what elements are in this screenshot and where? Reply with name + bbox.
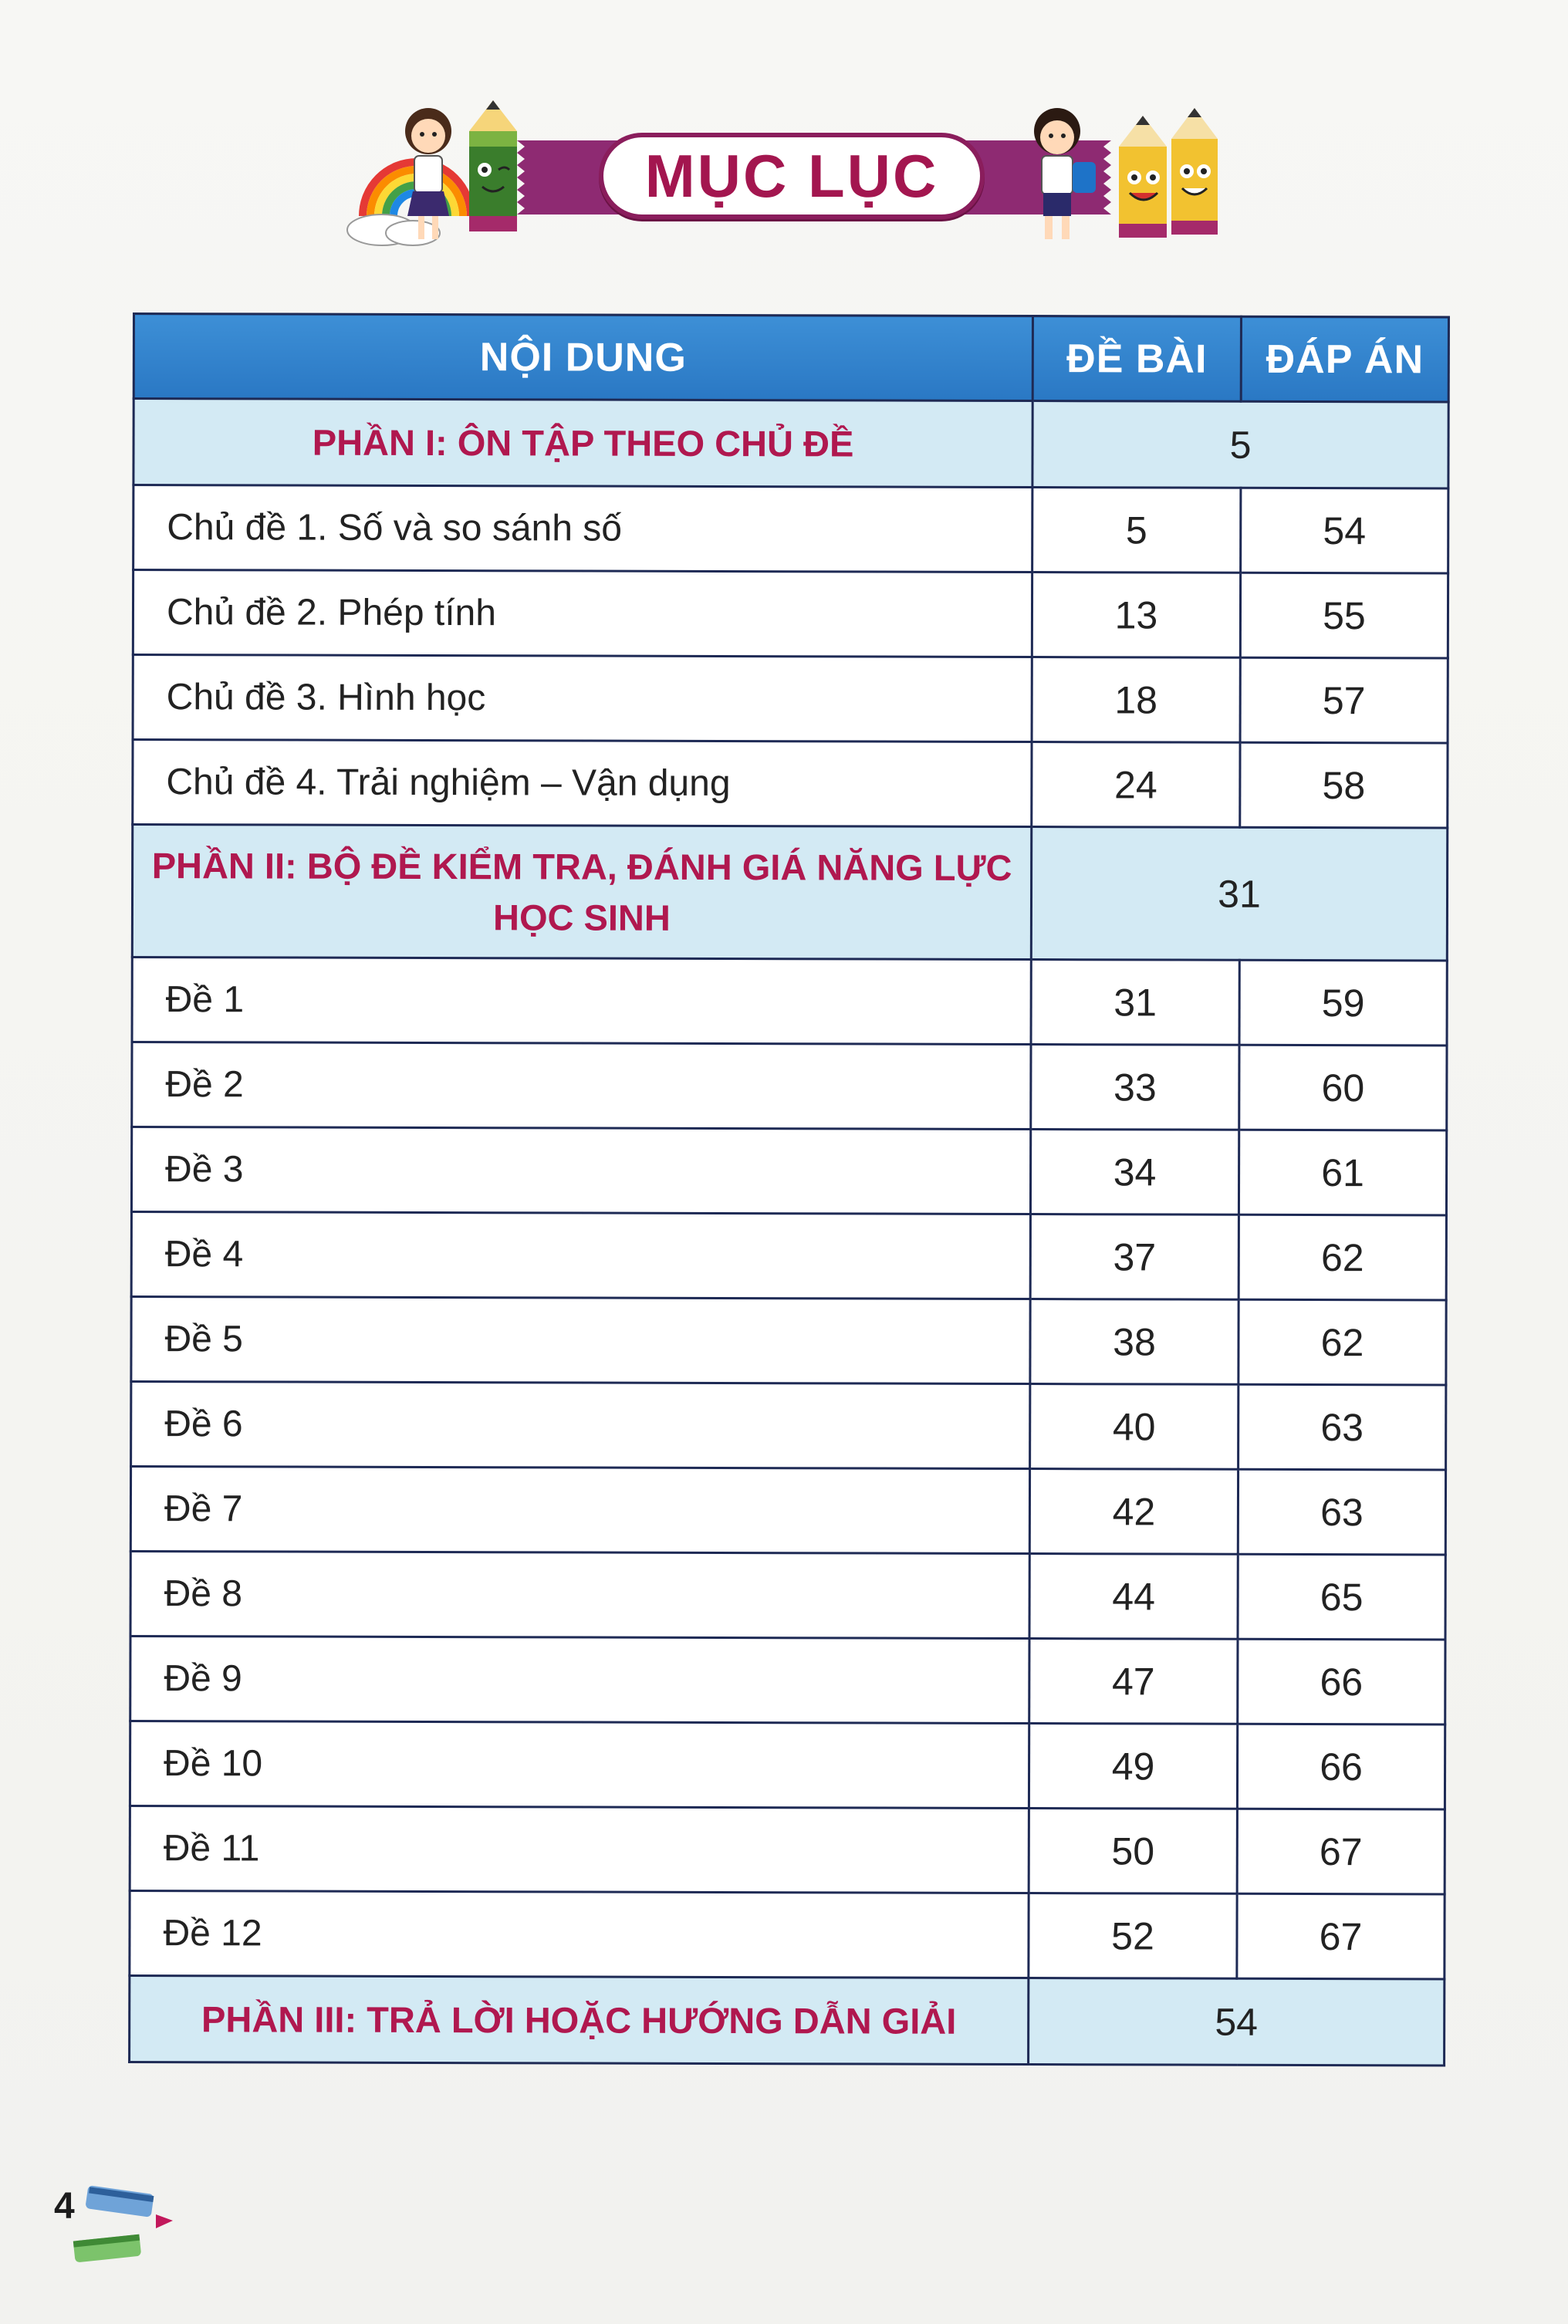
table-row bbox=[133, 740, 1448, 828]
row-name: Chủ đề 3. Hình học bbox=[133, 655, 1032, 742]
table-row bbox=[133, 655, 1448, 743]
row-de-bai: 33 bbox=[1031, 1045, 1239, 1130]
toc-header-row bbox=[133, 314, 1448, 402]
header-content: NỘI DUNG bbox=[133, 314, 1032, 401]
row-name: Chủ đề 1. Số và so sánh số bbox=[133, 485, 1032, 573]
row-dap-an: 67 bbox=[1237, 1893, 1445, 1979]
row-name: Đề 10 bbox=[130, 1721, 1029, 1808]
row-de-bai: 40 bbox=[1030, 1384, 1239, 1470]
row-dap-an: 55 bbox=[1240, 573, 1448, 658]
row-dap-an: 63 bbox=[1239, 1384, 1446, 1470]
row-dap-an: 67 bbox=[1237, 1809, 1445, 1894]
title-banner bbox=[340, 100, 1250, 255]
row-name: Đề 9 bbox=[130, 1636, 1029, 1723]
row-dap-an: 54 bbox=[1241, 488, 1448, 573]
row-de-bai: 42 bbox=[1029, 1469, 1238, 1555]
row-dap-an: 62 bbox=[1239, 1214, 1446, 1300]
row-name: Đề 6 bbox=[131, 1381, 1030, 1468]
row-de-bai: 13 bbox=[1032, 573, 1240, 658]
header-de-bai: ĐỀ BÀI bbox=[1032, 316, 1241, 402]
row-dap-an: 66 bbox=[1237, 1724, 1445, 1809]
row-dap-an: 63 bbox=[1238, 1469, 1445, 1555]
section-title: PHẦN II: BỘ ĐỀ KIỂM TRA, ĐÁNH GIÁ NĂNG LỰC HỌC SINH bbox=[132, 825, 1031, 960]
section-row-part3 bbox=[130, 1975, 1445, 2065]
page-title: MỤC LỤC bbox=[644, 141, 939, 210]
row-dap-an: 61 bbox=[1239, 1130, 1446, 1215]
pencil-character-icon bbox=[1119, 116, 1167, 238]
section-page: 31 bbox=[1031, 827, 1447, 961]
table-row bbox=[132, 958, 1447, 1045]
row-de-bai: 37 bbox=[1030, 1214, 1239, 1300]
row-de-bai: 38 bbox=[1030, 1299, 1239, 1385]
row-name: Đề 4 bbox=[131, 1211, 1030, 1299]
row-name: Đề 7 bbox=[130, 1466, 1029, 1553]
rainbow-icon bbox=[347, 162, 471, 245]
row-name: Đề 11 bbox=[130, 1805, 1029, 1893]
table-row bbox=[130, 1636, 1445, 1724]
pencil-character-icon bbox=[469, 100, 517, 231]
table-row bbox=[132, 1042, 1447, 1130]
section-row-part1 bbox=[133, 399, 1448, 488]
row-name: Chủ đề 4. Trải nghiệm – Vận dụng bbox=[133, 740, 1032, 827]
row-name: Chủ đề 2. Phép tính bbox=[133, 570, 1032, 657]
table-row bbox=[131, 1381, 1446, 1469]
row-dap-an: 58 bbox=[1240, 742, 1448, 828]
row-de-bai: 31 bbox=[1031, 960, 1239, 1045]
row-de-bai: 5 bbox=[1032, 488, 1241, 573]
table-row bbox=[133, 485, 1448, 573]
section-row-part2 bbox=[132, 825, 1447, 961]
row-name: Đề 3 bbox=[131, 1127, 1030, 1214]
table-row bbox=[130, 1890, 1445, 1978]
row-dap-an: 57 bbox=[1240, 657, 1448, 743]
row-dap-an: 66 bbox=[1238, 1639, 1445, 1724]
row-name: Đề 12 bbox=[130, 1890, 1029, 1978]
table-row bbox=[130, 1466, 1445, 1554]
section-title: PHẦN I: ÔN TẬP THEO CHỦ ĐỀ bbox=[133, 399, 1032, 488]
section-page: 54 bbox=[1029, 1978, 1445, 2066]
row-name: Đề 5 bbox=[131, 1296, 1030, 1383]
boy-cartoon-icon bbox=[1034, 108, 1096, 239]
table-row bbox=[130, 1551, 1445, 1639]
toc-table bbox=[128, 312, 1450, 2066]
table-row bbox=[130, 1721, 1445, 1809]
row-de-bai: 49 bbox=[1029, 1724, 1237, 1809]
row-de-bai: 24 bbox=[1032, 742, 1240, 828]
row-name: Đề 8 bbox=[130, 1551, 1029, 1638]
row-de-bai: 52 bbox=[1029, 1893, 1237, 1979]
row-dap-an: 62 bbox=[1239, 1299, 1446, 1385]
row-dap-an: 59 bbox=[1239, 960, 1447, 1045]
row-dap-an: 60 bbox=[1239, 1045, 1447, 1130]
table-row bbox=[133, 570, 1448, 658]
title-pill bbox=[599, 133, 985, 219]
books-icon bbox=[69, 2184, 193, 2268]
row-de-bai: 44 bbox=[1029, 1554, 1238, 1640]
table-row bbox=[130, 1805, 1445, 1893]
row-de-bai: 34 bbox=[1030, 1130, 1239, 1215]
pencil-character-icon bbox=[1171, 108, 1218, 235]
section-page: 5 bbox=[1032, 401, 1448, 488]
row-dap-an: 65 bbox=[1238, 1554, 1445, 1640]
row-name: Đề 2 bbox=[132, 1042, 1031, 1130]
row-name: Đề 1 bbox=[132, 958, 1031, 1045]
row-de-bai: 50 bbox=[1029, 1809, 1237, 1894]
table-row bbox=[131, 1211, 1446, 1299]
section-title: PHẦN III: TRẢ LỜI HOẶC HƯỚNG DẪN GIẢI bbox=[130, 1975, 1029, 2064]
row-de-bai: 18 bbox=[1032, 657, 1240, 743]
table-row bbox=[131, 1296, 1446, 1384]
row-de-bai: 47 bbox=[1029, 1639, 1238, 1724]
page-number: 4 bbox=[54, 2186, 75, 2227]
header-dap-an: ĐÁP ÁN bbox=[1241, 316, 1448, 402]
table-row bbox=[131, 1127, 1446, 1215]
